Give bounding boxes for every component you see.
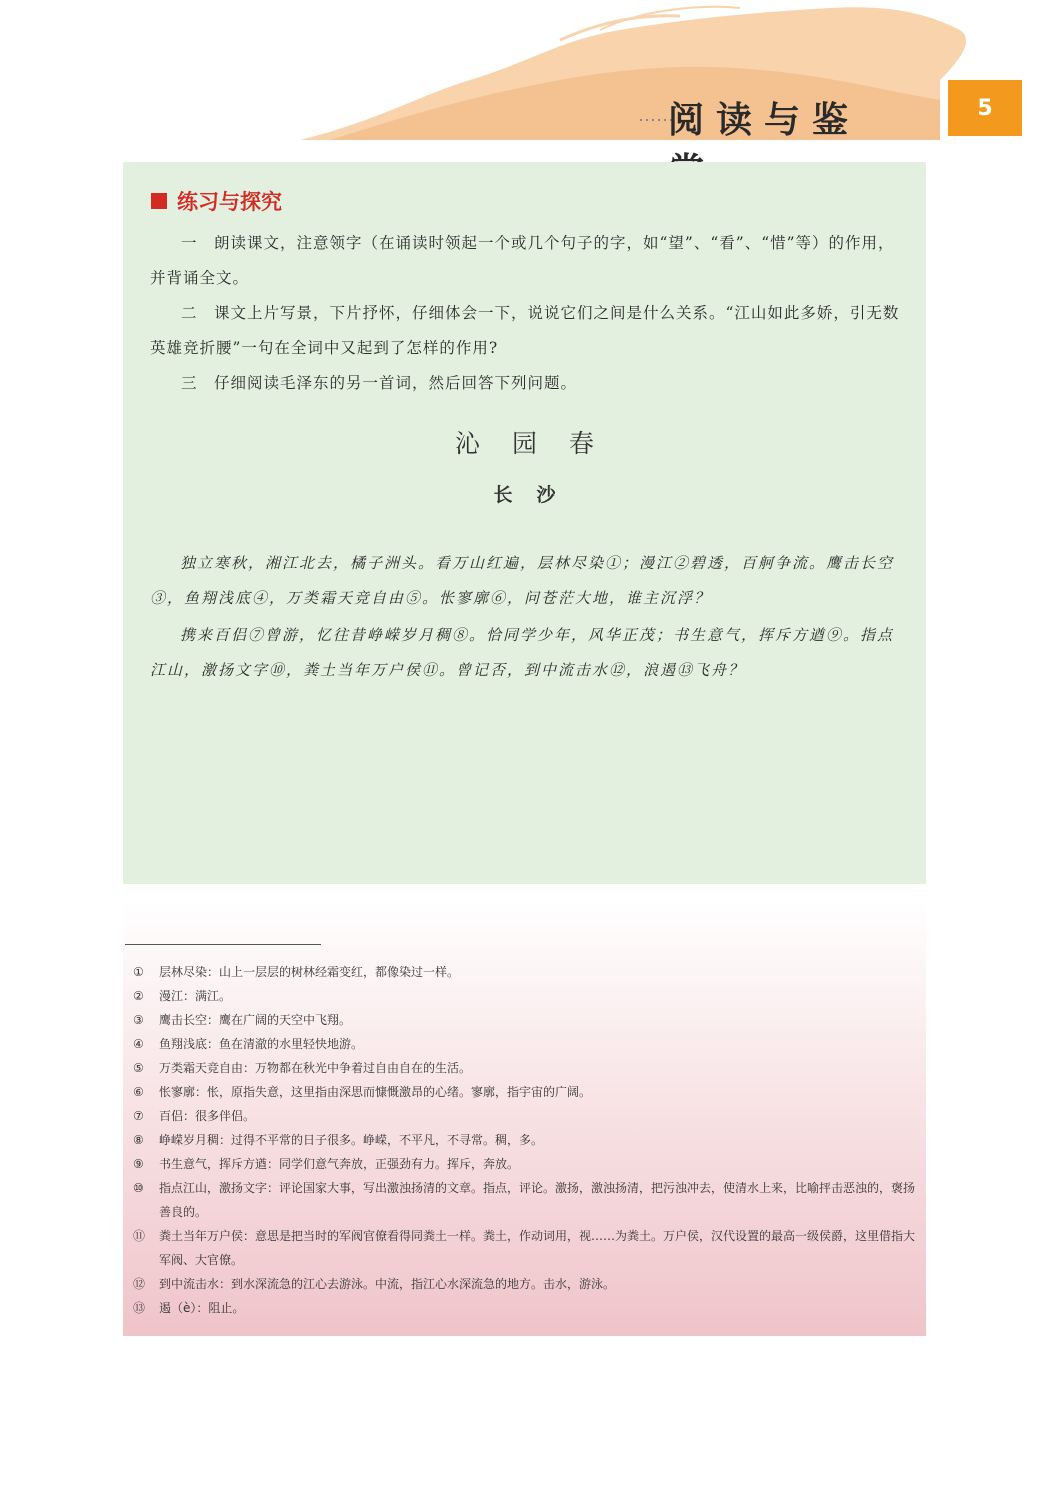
footnote-item	[133, 1056, 923, 1080]
footnote-text: 鹰击长空：鹰在广阔的天空中飞翔。	[159, 1013, 352, 1027]
footnote-text: 到中流击水：到水深流急的江心去游泳。中流，指江心水深流急的地方。击水，游泳。	[159, 1277, 616, 1291]
poem-stanza-1: 独立寒秋，湘江北去，橘子洲头。看万山红遍，层林尽染①；漫江②碧透，百舸争流。鹰击长空③，鱼翔浅底④，万类霜天竞自由⑤。怅寥廓⑥，问苍茫大地，谁主沉浮？	[150, 554, 895, 607]
footnote-item	[133, 1296, 923, 1320]
question-2: 二 课文上片写景，下片抒怀，仔细体会一下，说说它们之间是什么关系。“江山如此多娇，引无数英雄竞折腰”一句在全词中又起到了怎样的作用?	[150, 304, 900, 357]
footnote-number: ③	[133, 1013, 144, 1027]
footnote-text: 百侣：很多伴侣。	[159, 1109, 256, 1123]
footnote-number: ⑤	[133, 1061, 144, 1075]
footnote-text: 粪土当年万户侯：意思是把当时的军阀官僚看得同粪土一样。粪土，作动词用，视……为粪土。万户侯，汉代设置的最高一级侯爵，这里借指大军阀、大官僚。	[159, 1229, 916, 1267]
footnote-item	[133, 984, 923, 1008]
exercise-panel	[123, 162, 926, 884]
footnote-number: ⑩	[133, 1181, 144, 1195]
poem-stanza-2: 携来百侣⑦曾游，忆往昔峥嵘岁月稠⑧。恰同学少年，风华正茂；书生意气，挥斥方遒⑨。指点江山，激扬文字⑩，粪土当年万户侯⑪。曾记否，到中流击水⑫，浪遏⑬飞舟？	[150, 626, 895, 679]
footnote-item	[133, 1128, 923, 1152]
poem-subtitle: 长沙	[493, 484, 580, 506]
footnote-item	[133, 1104, 923, 1128]
footnote-number: ⑧	[133, 1133, 144, 1147]
footnote-item	[133, 1176, 923, 1224]
footnotes-panel	[123, 900, 926, 1336]
exercise-heading-label: 练习与探究	[177, 190, 282, 214]
footnote-text: 峥嵘岁月稠：过得不平常的日子很多。峥嵘，不平凡，不寻常。稠，多。	[159, 1133, 544, 1147]
footnote-text: 层林尽染：山上一层层的树林经霜变红，都像染过一样。	[159, 965, 460, 979]
footnote-text: 怅寥廓：怅，原指失意，这里指由深思而慷慨激昂的心绪。寥廓，指宇宙的广阔。	[159, 1085, 592, 1099]
exercise-heading	[151, 186, 282, 216]
footnote-number: ⑦	[133, 1109, 144, 1123]
footnote-number: ②	[133, 989, 144, 1003]
footnote-number: ⑪	[133, 1229, 146, 1243]
footnote-number: ⑨	[133, 1157, 144, 1171]
footnote-item	[133, 1224, 923, 1272]
footnote-item	[133, 960, 923, 984]
footnote-number: ④	[133, 1037, 144, 1051]
question-3: 三 仔细阅读毛泽东的另一首词，然后回答下列问题。	[181, 374, 578, 392]
footnote-item	[133, 1032, 923, 1056]
footnote-item	[133, 1152, 923, 1176]
square-bullet-icon	[151, 193, 167, 209]
footnote-divider	[125, 944, 321, 945]
footnote-item	[133, 1008, 923, 1032]
footnote-text: 书生意气，挥斥方遒：同学们意气奔放，正强劲有力。挥斥，奔放。	[159, 1157, 520, 1171]
footnote-text: 遏（è）：阻止。	[159, 1301, 245, 1315]
footnote-text: 漫江：满江。	[159, 989, 232, 1003]
footnote-number: ①	[133, 965, 144, 979]
footnote-list	[133, 960, 923, 1320]
footnote-number: ⑬	[133, 1301, 146, 1315]
page-number: 5	[948, 80, 1022, 136]
footnote-number: ⑫	[133, 1277, 146, 1291]
footnote-item	[133, 1080, 923, 1104]
section-title: 阅读与鉴	[668, 99, 861, 141]
question-1: 一 朗读课文，注意领字（在诵读时领起一个或几个句子的字，如“望”、“看”、“惜”等）的作用，并背诵全文。	[150, 234, 895, 287]
footnote-number: ⑥	[133, 1085, 144, 1099]
footnote-text: 万类霜天竞自由：万物都在秋光中争着过自由自在的生活。	[159, 1061, 472, 1075]
footnote-text: 鱼翔浅底：鱼在清澈的水里轻快地游。	[159, 1037, 364, 1051]
footnote-text: 指点江山，激扬文字：评论国家大事，写出激浊扬清的文章。指点，评论。激扬，激浊扬清，把污浊冲去，使清水上来，比喻抨击恶浊的，褒扬善良的。	[159, 1181, 916, 1219]
footnote-item	[133, 1272, 923, 1296]
poem-title: 沁园春	[454, 429, 626, 458]
